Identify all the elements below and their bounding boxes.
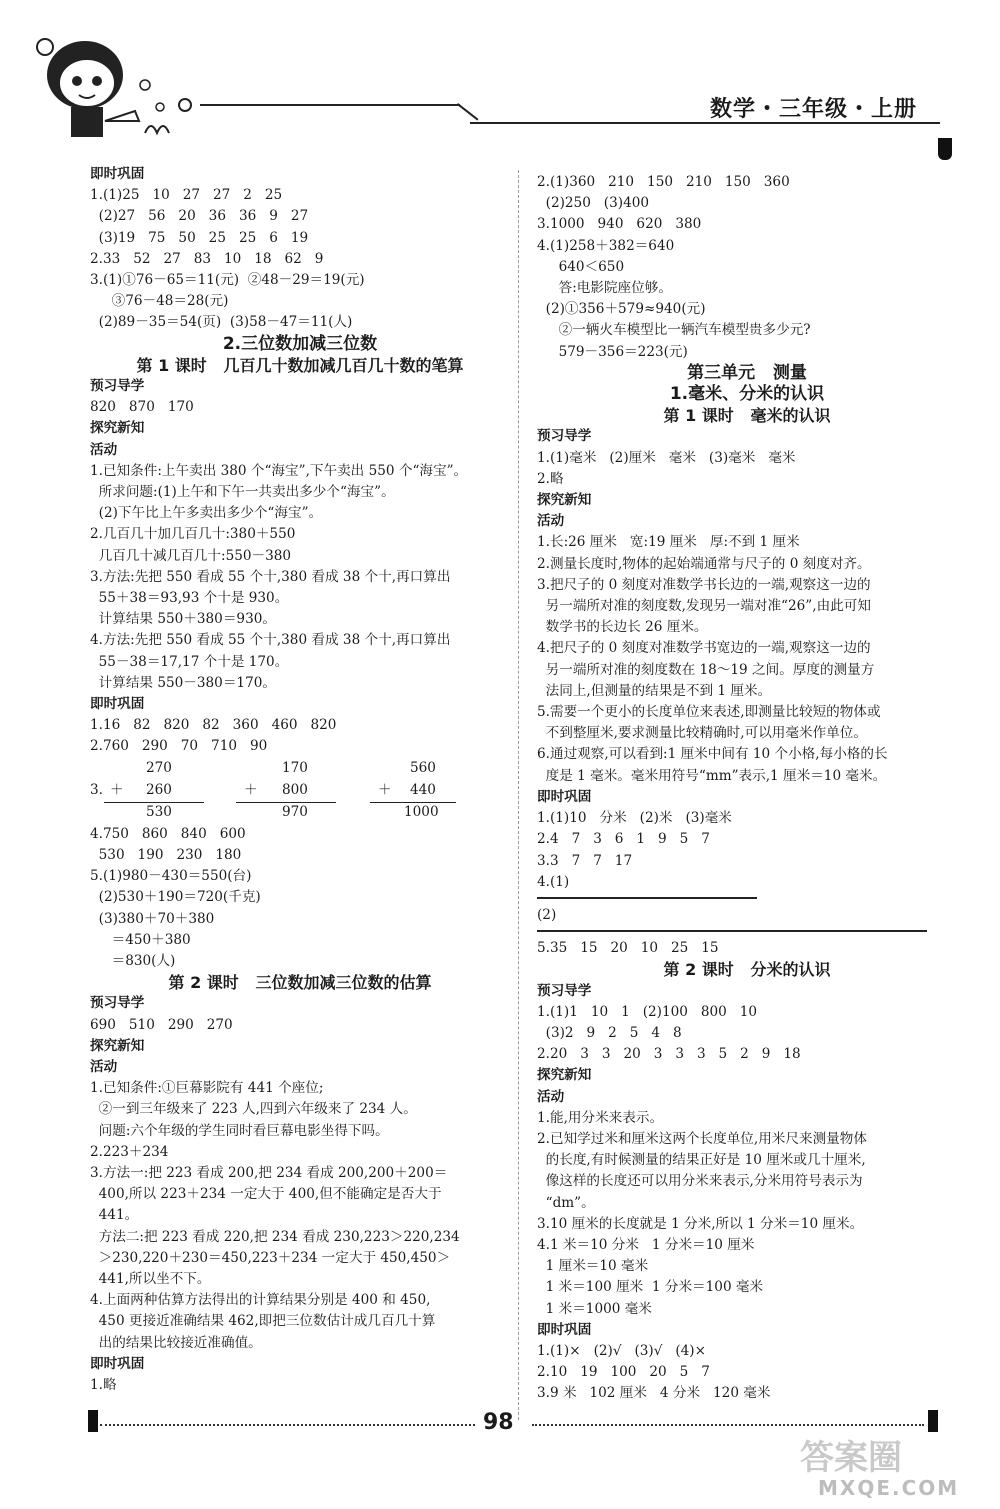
addend-bottom: 260 <box>146 781 172 798</box>
sum-result: 970 <box>282 803 308 820</box>
answer-line: 400,所以 223＋234 一定大于 400,但不能确定是否大于 <box>90 1186 442 1203</box>
answer-line: 方法二:把 223 看成 220,把 234 看成 230,223＞220,234 <box>90 1228 460 1245</box>
answer-line: 2.(1)360 210 150 210 150 360 <box>537 174 790 190</box>
answer-line: 3.方法一:把 223 看成 200,把 234 看成 200,200＋200＝ <box>90 1164 448 1181</box>
answer-line: 1.(1)毫米 (2)厘米 毫米 (3)毫米 毫米 <box>537 449 796 466</box>
answer-line: 出的结果比较接近准确值。 <box>90 1334 262 1351</box>
answer-line: 1.已知条件:①巨幕影院有 441 个座位; <box>90 1080 324 1097</box>
section-heading: 探究新知 <box>90 1037 145 1054</box>
answer-line: 4.(1) <box>537 873 570 890</box>
section-heading: 预习导学 <box>537 982 592 999</box>
answer-line: 法同上,但测量的结果是不到 1 厘米。 <box>537 682 772 699</box>
answer-line: 问题:六个年级的学生同时看巨幕电影坐得下吗。 <box>90 1122 389 1139</box>
section-heading: 即时巩固 <box>537 1321 592 1338</box>
lesson-title: 第三单元 测量 <box>687 362 807 383</box>
footer-dotted-rule-right <box>532 1424 924 1426</box>
lesson-title: 第 1 课时 几百几十数加减几百几十数的笔算 <box>136 355 464 375</box>
answer-line: 5.(1)980－430＝550(台) <box>90 868 252 885</box>
answer-line: (2)27 56 20 36 36 9 27 <box>90 208 309 225</box>
section-heading: 探究新知 <box>537 1067 592 1084</box>
answer-line: 441。 <box>90 1207 139 1224</box>
operator: ＋ <box>110 781 124 798</box>
answer-line: 计算结果 550＋380＝930。 <box>90 611 276 628</box>
section-heading: 即时巩固 <box>90 166 145 182</box>
answer-line: 像这样的长度还可以用分米来表示,分米用符号表示为 <box>537 1173 863 1190</box>
answer-line: 的长度,有时候测量的结果正好是 10 厘米或几十厘米, <box>537 1152 866 1169</box>
answer-line: (3)19 75 50 25 25 6 19 <box>90 229 309 246</box>
answer-line: 579－356＝223(元) <box>537 343 688 360</box>
answer-line: 度是 1 毫米。毫米用符号“mm”表示,1 厘米＝10 毫米。 <box>537 767 887 784</box>
answer-line: 4.750 860 840 600 <box>90 825 246 842</box>
answer-line: 820 870 170 <box>90 399 194 416</box>
answer-line: 2.760 290 70 710 90 <box>90 738 268 755</box>
answer-line: 450 更接近准确结果 462,即把三位数估计成几百几十算 <box>90 1313 436 1330</box>
lesson-title: 2.三位数加减三位数 <box>222 333 378 354</box>
right-section-b <box>537 938 957 1404</box>
answer-line: 55－38＝17,17 个十是 170。 <box>90 653 289 670</box>
answer-line: 答:电影院座位够。 <box>537 280 672 297</box>
operator: ＋ <box>378 781 392 798</box>
column-divider <box>518 170 519 1420</box>
right-section-a <box>537 172 957 893</box>
answer-line: 1 米＝100 厘米 1 分米＝100 毫米 <box>537 1279 764 1296</box>
answer-line: 4.把尺子的 0 刻度对准数学书宽边的一端,观察这一边的 <box>537 640 871 657</box>
lesson-title: 第 2 课时 三位数加减三位数的估算 <box>168 973 432 993</box>
answer-line: 4.(1)258＋382＝640 <box>537 237 675 254</box>
answer-line: 几百几十减几百几十:550－380 <box>90 547 292 564</box>
answer-line: (2)①356＋579≈940(元) <box>537 301 706 318</box>
cartoon-girl-icon <box>15 25 215 165</box>
answer-line: 1.(1)1 10 1 (2)100 800 10 <box>537 1003 758 1020</box>
answer-line: 6.通过观察,可以看到:1 厘米中间有 10 个小格,每小格的长 <box>537 746 888 763</box>
answer-line: 数学书的长边长 26 厘米。 <box>537 619 708 636</box>
drawn-line-label: (2) <box>537 906 557 923</box>
answer-line: 2.10 19 100 20 5 7 <box>537 1364 710 1381</box>
addend-top: 270 <box>146 759 172 776</box>
answer-line: 55＋38＝93,93 个十是 930。 <box>90 590 289 607</box>
left-column <box>90 164 510 1396</box>
header-rule-slant <box>457 103 479 121</box>
answer-line: (2)89－35＝54(页) (3)58－47＝11(人) <box>90 314 353 331</box>
page-header <box>0 0 1000 160</box>
answer-line: 640＜650 <box>537 258 625 275</box>
answer-line: 690 510 290 270 <box>90 1016 233 1033</box>
addend-top: 170 <box>282 759 308 776</box>
operator: ＋ <box>244 781 258 798</box>
left-section-a <box>90 164 510 758</box>
lesson-title: 第 2 课时 分米的认识 <box>663 960 831 980</box>
answer-line: 3.方法:先把 550 看成 55 个十,380 看成 38 个十,再口算出 <box>90 568 451 585</box>
section-heading: 即时巩固 <box>90 1355 145 1372</box>
answer-line: ②一辆火车模型比一辆汽车模型贵多少元? <box>537 322 811 339</box>
footer-dotted-rule-left <box>100 1424 475 1426</box>
answer-line: 2.223＋234 <box>90 1143 169 1160</box>
section-heading: 活动 <box>90 441 118 458</box>
answer-line: 另一端所对准的刻度数,发现另一端对准“26”,由此可知 <box>537 598 871 615</box>
lesson-title: 第 1 课时 毫米的认识 <box>663 406 831 426</box>
section-heading: 预习导学 <box>90 378 145 395</box>
answer-line: 4.上面两种估算方法得出的计算结果分别是 400 和 450, <box>90 1292 431 1309</box>
answer-line: 1.略 <box>90 1376 117 1393</box>
section-heading: 即时巩固 <box>90 696 145 713</box>
header-title: 数学・三年级・上册 <box>710 97 918 122</box>
page-number: 98 <box>483 1410 514 1435</box>
answer-line: ③76－48＝28(元) <box>90 293 229 310</box>
answer-line: 另一端所对准的刻度数在 18～19 之间。厚度的测量方 <box>537 661 875 678</box>
answer-line: 441,所以坐不下。 <box>90 1270 211 1287</box>
answer-line: 5.需要一个更小的长度单位来表述,即测量比较短的物体或 <box>537 704 881 721</box>
footer-tab-right-icon <box>928 1410 938 1432</box>
answer-line: 1.长:26 厘米 宽:19 厘米 厚:不到 1 厘米 <box>537 534 800 551</box>
answer-line: 3.3 7 7 17 <box>537 852 633 869</box>
section-heading: 活动 <box>537 1088 565 1105</box>
answer-line: 3.(1)①76－65＝11(元) ②48－29＝19(元) <box>90 272 365 289</box>
watermark-url: MXQE.COM <box>818 1476 960 1500</box>
answer-line: “dm”。 <box>537 1194 595 1211</box>
answer-line: ②一到三年级来了 223 人,四到六年级来了 234 人。 <box>90 1101 417 1118</box>
answer-line: 4.方法:先把 550 看成 55 个十,380 看成 38 个十,再口算出 <box>90 632 451 649</box>
answer-line: 3.9 米 102 厘米 4 分米 120 毫米 <box>537 1385 771 1402</box>
section-heading: 活动 <box>90 1058 118 1075</box>
answer-line: 1 米＝1000 毫米 <box>537 1300 652 1317</box>
answer-line: 3.10 厘米的长度就是 1 分米,所以 1 分米＝10 厘米。 <box>537 1215 864 1232</box>
answer-line: 1.已知条件:上午卖出 380 个“海宝”,下午卖出 550 个“海宝”。 <box>90 462 468 479</box>
answer-line: (3)2 9 2 5 4 8 <box>537 1024 682 1041</box>
section-heading: 活动 <box>537 513 565 530</box>
answer-line: 2.20 3 3 20 3 3 3 5 2 9 18 <box>537 1046 801 1063</box>
answer-line: (2)250 (3)400 <box>537 195 650 212</box>
vertical-addition-block <box>90 758 510 824</box>
answer-line: 2.略 <box>537 470 564 487</box>
answer-line: 1.(1)10 分米 (2)米 (3)毫米 <box>537 810 732 827</box>
header-rule <box>200 104 460 106</box>
footer-tab-left-icon <box>88 1410 98 1432</box>
section-heading: 即时巩固 <box>537 788 592 805</box>
answer-line: 530 190 230 180 <box>90 846 242 863</box>
drawn-line-answer-1 <box>537 897 757 899</box>
answer-line: (2)下午比上午多卖出多少个“海宝”。 <box>90 505 323 522</box>
sum-result: 1000 <box>404 803 439 820</box>
answer-line: 3.把尺子的 0 刻度对准数学书长边的一端,观察这一边的 <box>537 576 871 593</box>
right-column <box>537 172 957 1405</box>
section-heading: 预习导学 <box>537 428 592 445</box>
answer-line: 2.33 52 27 83 10 18 62 9 <box>90 250 324 267</box>
answer-line: (3)380＋70＋380 <box>90 910 215 927</box>
answer-line: 5.35 15 20 10 25 15 <box>537 940 719 957</box>
drawn-line-answer-2 <box>537 930 927 932</box>
answer-line: ＝450＋380 <box>90 931 191 948</box>
answer-line: 1.(1)× (2)√ (3)√ (4)× <box>537 1342 706 1359</box>
section-heading: 探究新知 <box>90 420 145 437</box>
answer-line: 4.1 米＝10 分米 1 分米＝10 厘米 <box>537 1236 755 1253</box>
answer-line: 所求问题:(1)上午和下午一共卖出多少个“海宝”。 <box>90 484 395 501</box>
answer-line: 1 厘米＝10 毫米 <box>537 1258 649 1275</box>
corner-tab-icon <box>938 138 952 160</box>
section-heading: 预习导学 <box>90 995 145 1012</box>
sum-result: 530 <box>146 803 172 820</box>
answer-line: 2.几百几十加几百几十:380＋550 <box>90 526 296 543</box>
answer-line: 2.测量长度时,物体的起始端通常与尺子的 0 刻度对齐。 <box>537 555 871 572</box>
answer-line: ＞230,220＋230＝450,223＋234 一定大于 450,450＞ <box>90 1249 451 1266</box>
answer-line: 1.能,用分米来表示。 <box>537 1109 664 1126</box>
watermark-logo: 答案圈 <box>800 1438 902 1478</box>
answer-line: 不到整厘米,要求测量比较精确时,可以用毫米作单位。 <box>537 725 867 742</box>
answer-line: (2)530＋190＝720(千克) <box>90 889 261 906</box>
answer-line: 2.4 7 3 6 1 9 5 7 <box>537 831 710 848</box>
answer-line: 1.(1)25 10 27 27 2 25 <box>90 187 283 204</box>
answer-line: 2.已知学过米和厘米这两个长度单位,用米尺来测量物体 <box>537 1130 867 1147</box>
addend-bottom: 800 <box>282 781 308 798</box>
lesson-title: 1.毫米、分米的认识 <box>669 384 825 405</box>
addend-bottom: 440 <box>410 781 436 798</box>
addend-top: 560 <box>410 759 436 776</box>
left-section-b <box>90 824 510 1396</box>
question-number: 3. <box>90 781 103 798</box>
section-heading: 探究新知 <box>537 492 592 509</box>
answer-line: 1.16 82 820 82 360 460 820 <box>90 717 337 734</box>
answer-line: 3.1000 940 620 380 <box>537 216 702 233</box>
answer-line: 计算结果 550－380＝170。 <box>90 674 276 691</box>
answer-line: ＝830(人) <box>90 952 176 969</box>
